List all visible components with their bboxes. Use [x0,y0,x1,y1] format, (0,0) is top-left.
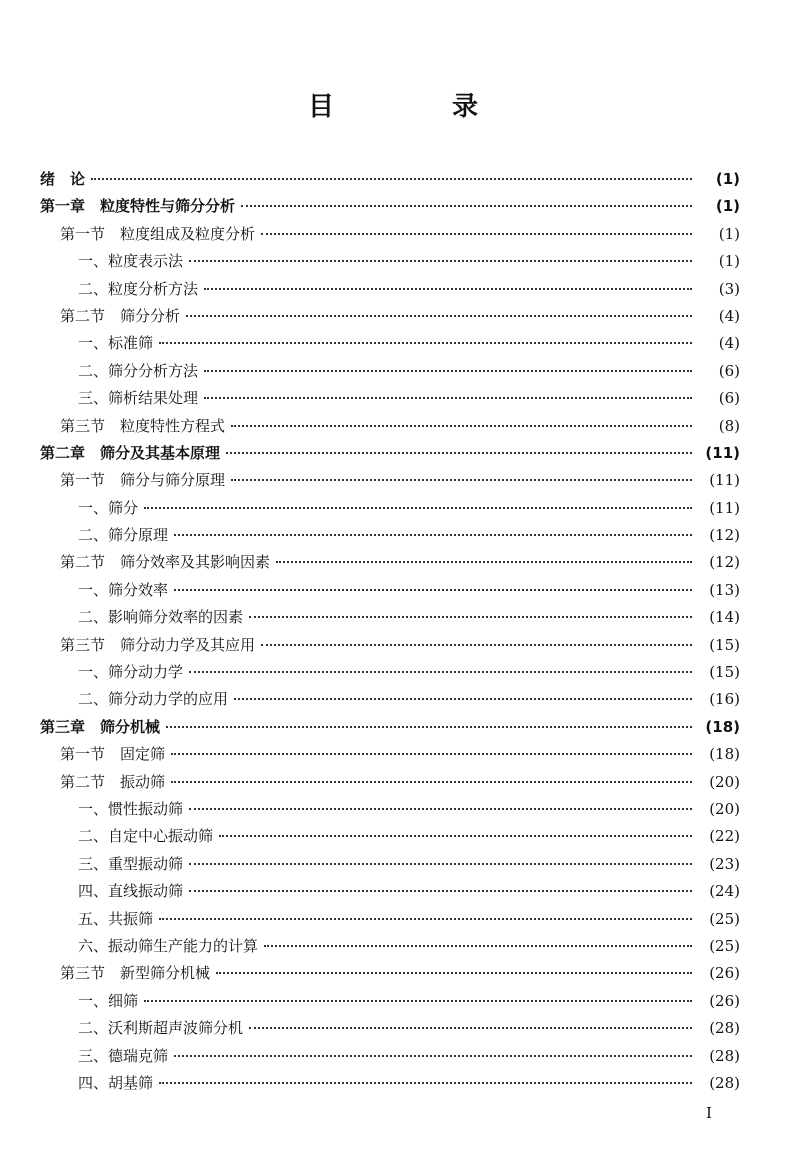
toc-entry-page: (26) [709,991,740,1010]
toc-entry-label: 二、筛分动力学的应用 [78,690,229,709]
dot-leader [159,1082,692,1084]
toc-entry-label: 三、德瑞克筛 [78,1046,169,1065]
dot-leader [174,1055,692,1057]
toc-entry-label: 六、振动筛生产能力的计算 [78,936,259,955]
toc-entry-label: 绪 论 [40,170,86,188]
toc-entry-label: 一、粒度表示法 [78,252,184,271]
dot-leader [189,808,692,810]
dot-leader [231,479,692,481]
toc-entry-page: (1) [718,224,740,243]
toc-entry-page: (18) [709,745,740,764]
toc-entry[interactable] [40,606,740,633]
toc-entry[interactable] [40,771,740,798]
toc-entry-label: 第一章 粒度特性与筛分分析 [40,197,236,216]
toc-entry-label: 四、胡基筛 [78,1073,154,1092]
toc-entry[interactable] [40,195,740,222]
toc-entry-page: (1) [715,170,740,188]
toc-entry-label: 一、筛分效率 [78,580,169,599]
toc-entry-page: (28) [709,1073,740,1092]
toc-entry-page: (4) [718,306,740,325]
toc-entry[interactable] [40,880,740,907]
toc-entry-page: (8) [718,416,740,435]
dot-leader [166,726,692,728]
toc-entry[interactable] [40,1045,740,1072]
toc-entry-page: (11) [705,443,740,462]
dot-leader [189,260,692,262]
toc-entry[interactable] [40,634,740,661]
page-title: 目 录 [307,92,524,122]
toc-entry-page: (20) [709,772,740,791]
toc-entry-label: 第一节 固定筛 [60,745,166,764]
toc-entry-page: (28) [709,1046,740,1065]
dot-leader [186,315,692,317]
dot-leader [91,178,692,180]
toc-entry-label: 第一节 粒度组成及粒度分析 [60,224,256,243]
dot-leader [144,1000,692,1002]
dot-leader [276,561,692,563]
toc-entry-page: (12) [709,553,740,572]
dot-leader [231,425,692,427]
dot-leader [216,972,692,974]
toc-entry-page: (6) [718,361,740,380]
toc-entry-page: (11) [709,471,740,490]
toc-entry-page: (18) [705,717,740,736]
toc-entry[interactable] [40,524,740,551]
toc-entry[interactable] [40,332,740,359]
toc-entry-page: (25) [709,909,740,928]
toc-entry[interactable] [40,387,740,414]
toc-entry-page: (15) [709,635,740,654]
toc-entry-page: (1) [715,197,740,216]
toc-entry-label: 二、影响筛分效率的因素 [78,608,244,627]
toc-entry[interactable] [40,1017,740,1044]
dot-leader [189,671,692,673]
toc-entry[interactable] [40,469,740,496]
dot-leader [174,534,692,536]
dot-leader [219,835,692,837]
dot-leader [171,781,692,783]
dot-leader [189,863,692,865]
toc-entry-label: 二、沃利斯超声波筛分机 [78,1019,244,1038]
toc-entry-page: (3) [718,279,740,298]
dot-leader [174,589,692,591]
toc-entry-page: (20) [709,799,740,818]
dot-leader [171,753,692,755]
toc-entry-page: (23) [709,854,740,873]
dot-leader [159,342,692,344]
toc-entry-label: 第一节 筛分与筛分原理 [60,471,226,490]
toc-entry-label: 五、共振筛 [78,909,154,928]
dot-leader [189,890,692,892]
dot-leader [234,698,692,700]
toc-entry-page: (26) [709,964,740,983]
toc-entry-page: (24) [709,882,740,901]
toc-entry[interactable] [40,798,740,825]
toc-entry-label: 第二章 筛分及其基本原理 [40,443,221,462]
toc-entry[interactable] [40,497,740,524]
toc-entry-page: (12) [709,526,740,545]
toc-entry[interactable] [40,688,740,715]
toc-entry[interactable] [40,415,740,442]
toc-entry-label: 一、筛分 [78,498,139,517]
dot-leader [249,616,692,618]
toc-entry-label: 三、筛析结果处理 [78,389,199,408]
toc-entry[interactable] [40,278,740,305]
toc-entry[interactable] [40,250,740,277]
toc-entry-label: 第二节 筛分分析 [60,306,181,325]
toc-entry-label: 第三节 粒度特性方程式 [60,416,226,435]
dot-leader [159,918,692,920]
toc-entry-page: (4) [718,334,740,353]
toc-entry[interactable] [40,962,740,989]
toc-entry[interactable] [40,1072,740,1099]
toc-entry[interactable] [40,442,740,469]
toc-entry[interactable] [40,305,740,332]
toc-entry-page: (11) [709,498,740,517]
dot-leader [249,1027,692,1029]
toc-entry-page: (16) [709,690,740,709]
toc-entry-label: 二、筛分分析方法 [78,361,199,380]
toc-entry-label: 二、粒度分析方法 [78,279,199,298]
toc-entry-label: 第二节 筛分效率及其影响因素 [60,553,271,572]
toc-entry-label: 一、标准筛 [78,334,154,353]
toc-entry-label: 第三章 筛分机械 [40,717,161,736]
toc-entry-label: 第三节 新型筛分机械 [60,964,211,983]
toc-entry[interactable] [40,990,740,1017]
toc-entry-label: 一、筛分动力学 [78,663,184,682]
dot-leader [226,452,692,454]
toc-entry-page: (6) [718,389,740,408]
table-of-contents [40,168,740,1099]
toc-entry[interactable] [40,579,740,606]
dot-leader [264,945,692,947]
toc-entry[interactable] [40,661,740,688]
toc-entry-label: 第三节 筛分动力学及其应用 [60,635,256,654]
toc-entry-page: (22) [709,827,740,846]
page-number: I [706,1104,712,1122]
toc-entry-label: 第二节 振动筛 [60,772,166,791]
toc-entry-label: 四、直线振动筛 [78,882,184,901]
dot-leader [261,233,692,235]
toc-entry-page: (13) [709,580,740,599]
dot-leader [241,205,692,207]
toc-entry[interactable] [40,825,740,852]
dot-leader [204,288,692,290]
dot-leader [204,370,692,372]
toc-entry-page: (15) [709,663,740,682]
toc-entry[interactable] [40,360,740,387]
toc-entry-label: 一、细筛 [78,991,139,1010]
dot-leader [144,507,692,509]
toc-entry-label: 二、自定中心振动筛 [78,827,214,846]
toc-entry[interactable] [40,935,740,962]
toc-entry-page: (25) [709,936,740,955]
dot-leader [204,397,692,399]
toc-entry[interactable] [40,908,740,935]
toc-entry-label: 一、惯性振动筛 [78,799,184,818]
toc-entry[interactable] [40,168,740,195]
toc-entry-page: (1) [718,252,740,271]
toc-entry[interactable] [40,223,740,250]
toc-entry-page: (14) [709,608,740,627]
toc-entry[interactable] [40,551,740,578]
toc-entry-label: 三、重型振动筛 [78,854,184,873]
toc-entry-label: 二、筛分原理 [78,526,169,545]
toc-entry[interactable] [40,853,740,880]
toc-entry[interactable] [40,716,740,743]
toc-entry-page: (28) [709,1019,740,1038]
dot-leader [261,644,692,646]
toc-entry[interactable] [40,743,740,770]
